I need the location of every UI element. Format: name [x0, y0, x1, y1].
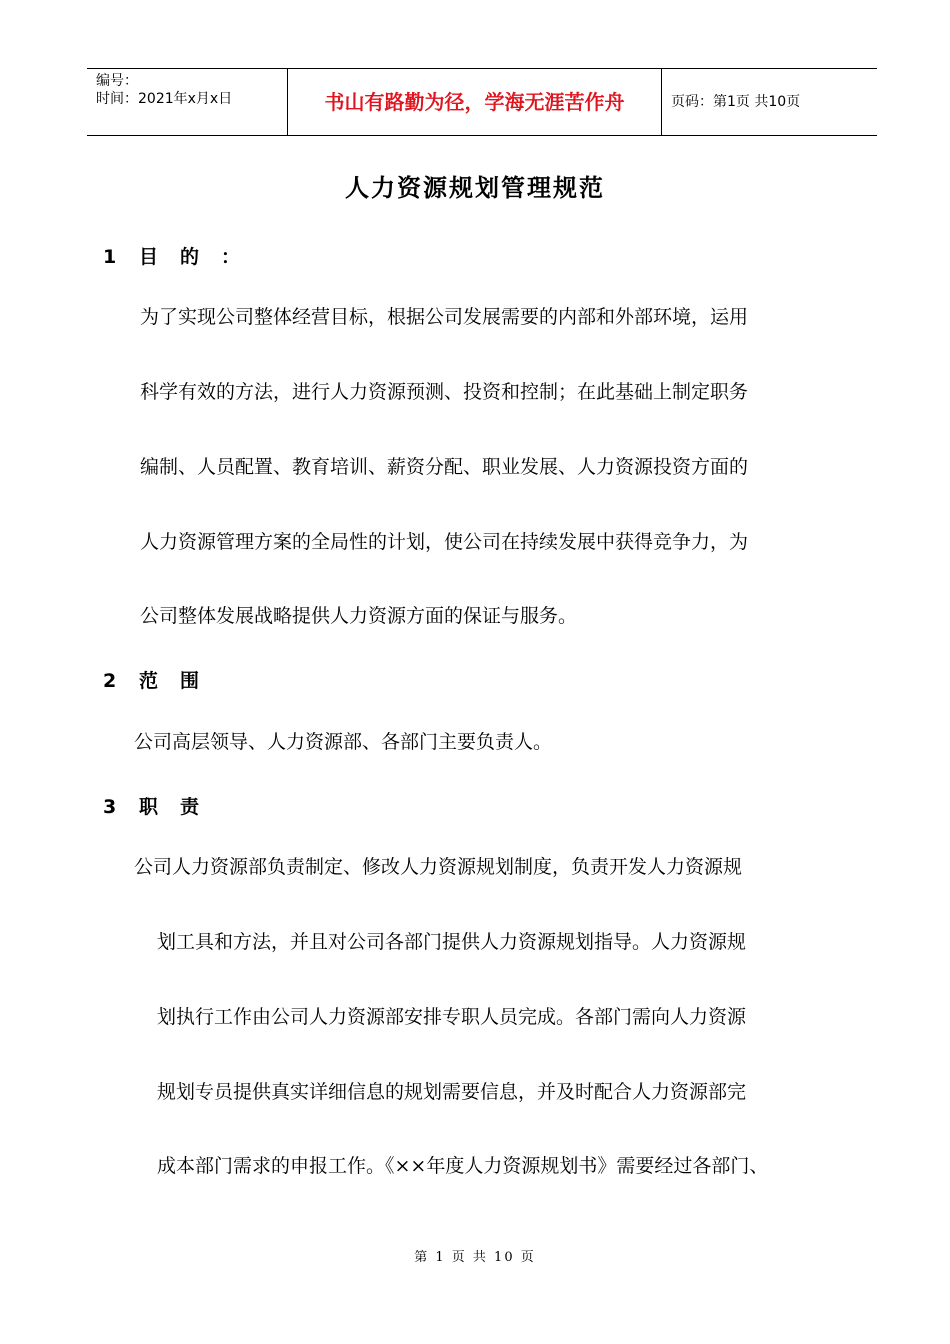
section-number: 2 [103, 670, 117, 692]
date-label: 时间：2021年x月x日 [96, 91, 233, 107]
paragraph-line: 公司人力资源部负责制定、修改人力资源规划制度，负责开发人力资源规 [134, 856, 743, 878]
section-label: 目的： [139, 246, 263, 268]
paragraph-line: 公司整体发展战略提供人力资源方面的保证与服务。 [140, 605, 578, 627]
paragraph-line: 为了实现公司整体经营目标，根据公司发展需要的内部和外部环境，运用 [140, 306, 749, 328]
section-number: 3 [103, 796, 117, 818]
paragraph-line: 成本部门需求的申报工作。《××年度人力资源规划书》需要经过各部门、 [157, 1155, 769, 1177]
paragraph-line: 规划专员提供真实详细信息的规划需要信息，并及时配合人力资源部完 [157, 1081, 747, 1103]
paragraph-line: 人力资源管理方案的全局性的计划，使公司在持续发展中获得竞争力，为 [140, 531, 749, 553]
section-label: 范围 [139, 670, 222, 692]
paragraph-line: 科学有效的方法，进行人力资源预测、投资和控制；在此基础上制定职务 [140, 381, 749, 403]
paragraph-line: 划执行工作由公司人力资源部安排专职人员完成。各部门需向人力资源 [157, 1006, 747, 1028]
section-heading-duties [103, 792, 221, 819]
header-page-info: 页码：第1页 共10页 [671, 94, 801, 110]
paragraph-line: 编制、人员配置、教育培训、薪资分配、职业发展、人力资源投资方面的 [140, 456, 749, 478]
paragraph-line: 公司高层领导、人力资源部、各部门主要负责人。 [134, 731, 553, 753]
header-meta-cell [87, 69, 288, 135]
header-motto: 书山有路勤为径，学海无涯苦作舟 [288, 69, 662, 135]
document-title: 人力资源规划管理规范 [345, 174, 605, 202]
section-heading-scope [103, 666, 221, 693]
page-footer: 第 1 页 共 10 页 [414, 1250, 536, 1265]
serial-label: 编号： [96, 73, 138, 89]
paragraph-line: 划工具和方法，并且对公司各部门提供人力资源规划指导。人力资源规 [157, 931, 747, 953]
section-number: 1 [103, 246, 117, 268]
document-header [87, 68, 877, 136]
section-label: 职责 [139, 796, 222, 818]
section-heading-purpose [103, 242, 262, 269]
